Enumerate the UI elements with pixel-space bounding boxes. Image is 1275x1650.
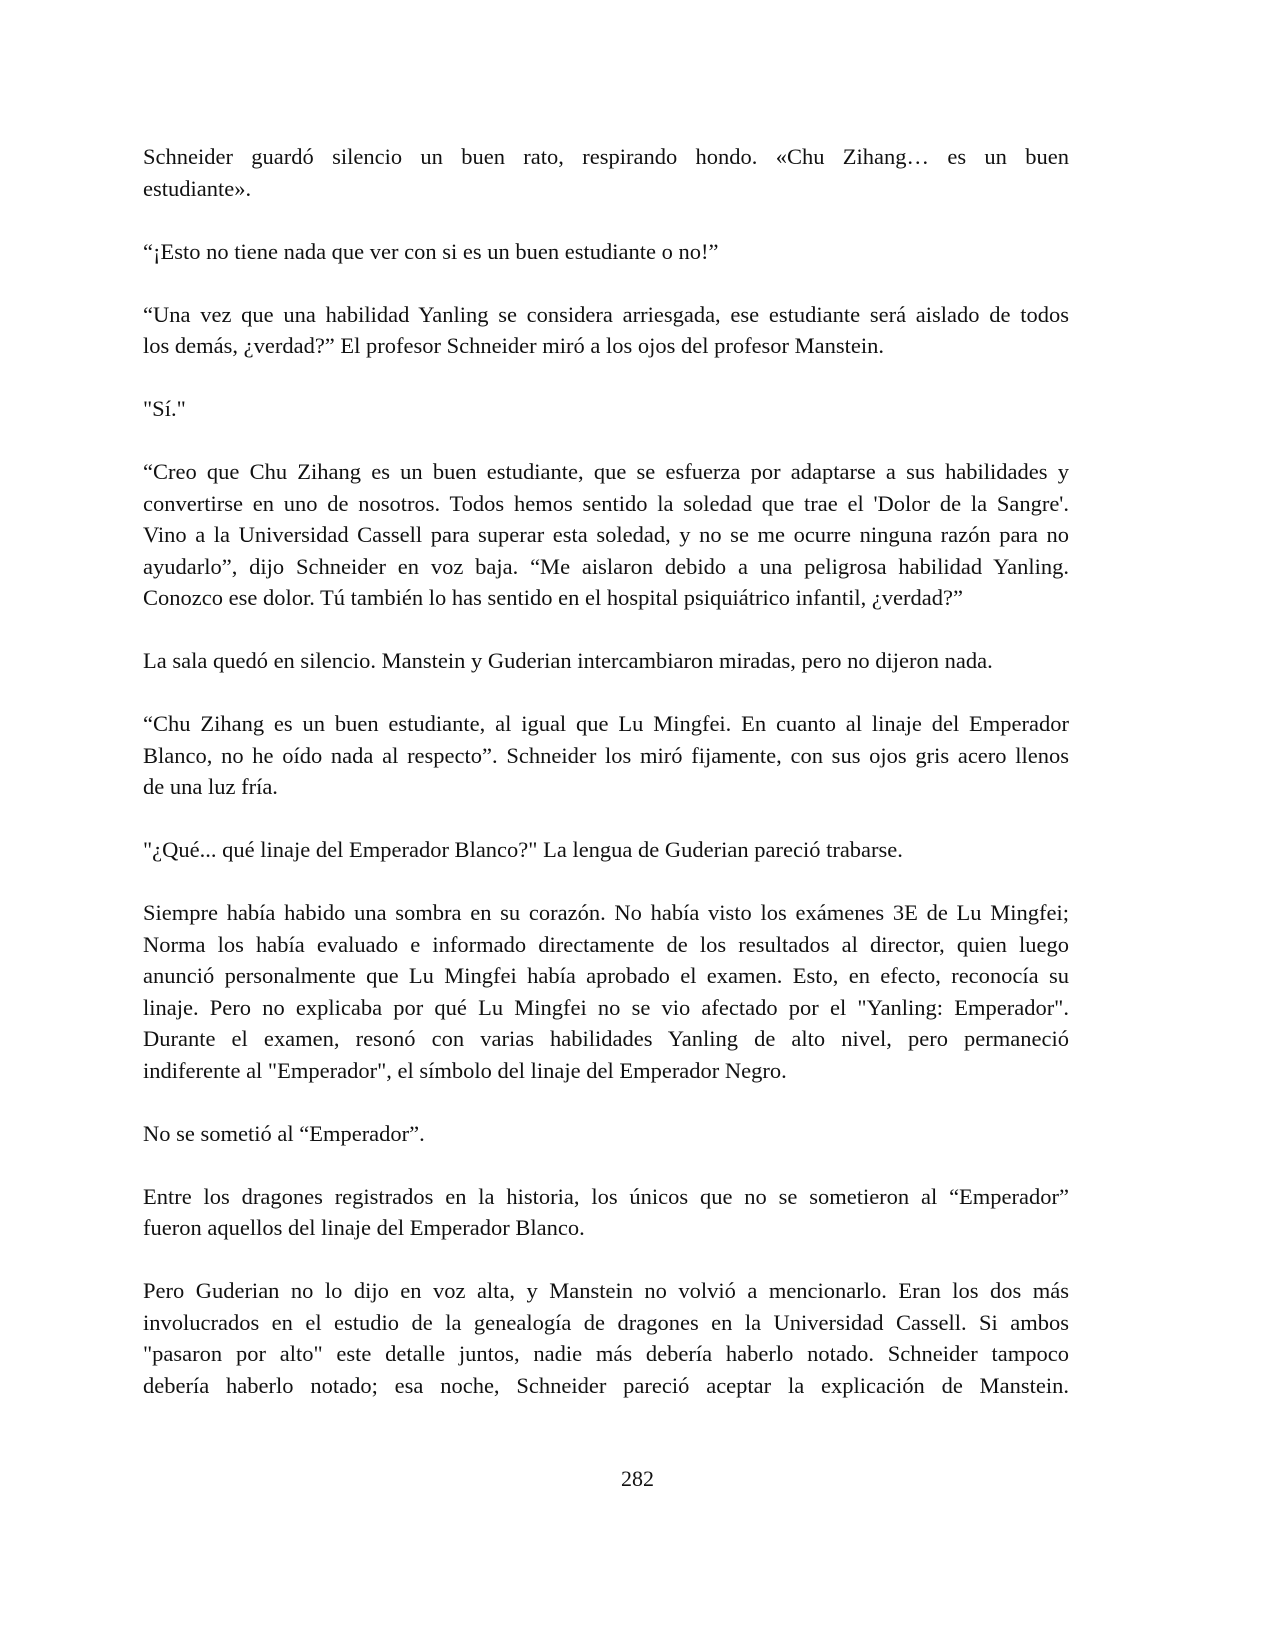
text-line: convertirse en uno de nosotros. Todos hemos sentido la soledad que trae el 'Dolor de la Sangre'.	[143, 490, 1069, 516]
text-line: estudiante».	[143, 175, 252, 201]
body-text	[143, 141, 1069, 1433]
paragraph	[143, 393, 1069, 425]
paragraph	[143, 456, 1069, 614]
text-line: Durante el examen, resonó con varias habilidades Yanling de alto nivel, pero permaneció	[143, 1026, 1069, 1051]
text-line: “Chu Zihang es un buen estudiante, al igual que Lu Mingfei. En cuanto al linaje del Emperador	[143, 711, 1069, 736]
paragraph	[143, 141, 1069, 204]
text-line: "Sí."	[143, 396, 186, 421]
text-line: "pasaron por alto" este detalle juntos, nadie más debería haberlo notado. Schneider tampoco	[143, 1341, 1069, 1366]
paragraph	[143, 299, 1069, 362]
text-line: fueron aquellos del linaje del Emperador Blanco.	[143, 1215, 585, 1240]
text-line: “Una vez que una habilidad Yanling se considera arriesgada, ese estudiante será aislado de todos	[143, 301, 1069, 327]
text-line: involucrados en el estudio de la genealogía de dragones en la Universidad Cassell. Si ambos	[143, 1309, 1069, 1335]
paragraph	[143, 897, 1069, 1086]
text-line: debería haberlo notado; esa noche, Schneider pareció aceptar la explicación de Manstein.	[143, 1372, 1069, 1398]
text-line: Vino a la Universidad Cassell para superar esta soledad, y no se me ocurre ninguna razón para no	[143, 522, 1069, 547]
text-line: Entre los dragones registrados en la historia, los únicos que no se sometieron al “Emperador”	[143, 1183, 1069, 1209]
paragraph	[143, 708, 1069, 803]
text-line: ayudarlo”, dijo Schneider en voz baja. “Me aislaron debido a una peligrosa habilidad Yanling.	[143, 553, 1069, 579]
page-number: 282	[621, 1466, 654, 1491]
text-line: linaje. Pero no explicaba por qué Lu Mingfei no se vio afectado por el "Yanling: Emperador".	[143, 994, 1069, 1020]
text-line: La sala quedó en silencio. Manstein y Guderian intercambiaron miradas, pero no dijeron nada.	[143, 648, 993, 673]
paragraph	[143, 1118, 1069, 1150]
text-line: “Creo que Chu Zihang es un buen estudiante, que se esfuerza por adaptarse a sus habilidades y	[143, 459, 1069, 484]
text-line: Siempre había habido una sombra en su corazón. No había visto los exámenes 3E de Lu Mingfei;	[143, 900, 1069, 925]
paragraph	[143, 645, 1069, 677]
paragraph	[143, 834, 1069, 866]
text-line: anunció personalmente que Lu Mingfei había aprobado el examen. Esto, en efecto, reconocía su	[143, 963, 1069, 988]
text-line: de una luz fría.	[143, 774, 278, 799]
text-line: “¡Esto no tiene nada que ver con si es un buen estudiante o no!”	[143, 238, 719, 264]
text-line: indiferente al "Emperador", el símbolo del linaje del Emperador Negro.	[143, 1057, 787, 1083]
text-line: "¿Qué... qué linaje del Emperador Blanco?" La lengua de Guderian pareció trabarse.	[143, 837, 903, 862]
text-line: Schneider guardó silencio un buen rato, respirando hondo. «Chu Zihang… es un buen	[143, 144, 1069, 169]
text-line: los demás, ¿verdad?” El profesor Schneider miró a los ojos del profesor Manstein.	[143, 333, 885, 358]
text-line: Norma los había evaluado e informado directamente de los resultados al director, quien luego	[143, 931, 1069, 957]
paragraph	[143, 236, 1069, 268]
text-line: No se sometió al “Emperador”.	[143, 1120, 425, 1146]
text-line: Blanco, no he oído nada al respecto”. Schneider los miró fijamente, con sus ojos gris acero llenos	[143, 742, 1069, 768]
paragraph	[143, 1275, 1069, 1401]
paragraph	[143, 1181, 1069, 1244]
text-line: Pero Guderian no lo dijo en voz alta, y Manstein no volvió a mencionarlo. Eran los dos más	[143, 1278, 1069, 1303]
text-line: Conozco ese dolor. Tú también lo has sentido en el hospital psiquiátrico infantil, ¿verdad?”	[143, 585, 963, 610]
